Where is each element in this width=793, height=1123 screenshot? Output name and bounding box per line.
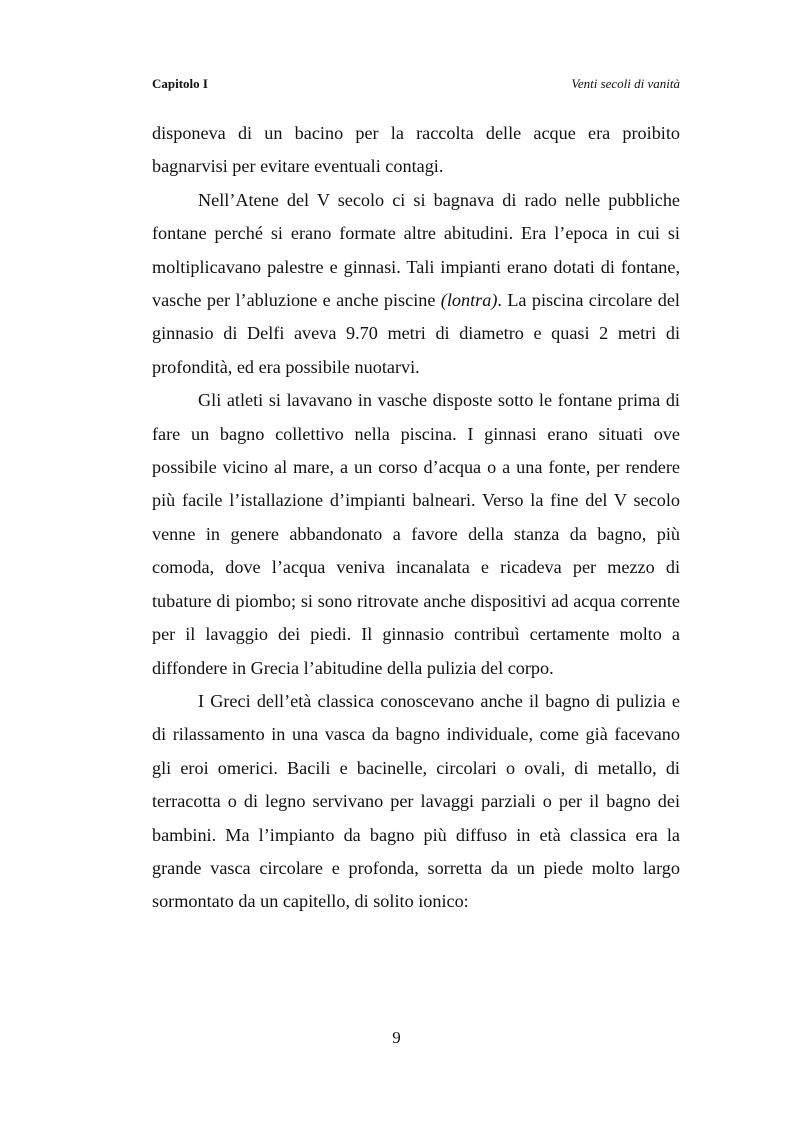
paragraph-1: [152, 117, 680, 184]
paragraph-3: [152, 384, 680, 685]
paragraph-1-text: disponeva di un bacino per la raccolta delle acque era proibito bagnarvisi per evitare eventuali contagi.: [152, 123, 680, 177]
paragraph-2-italic-term: (lontra): [440, 290, 498, 311]
paragraph-4-text: I Greci dell’età classica conoscevano anche il bagno di pulizia e di rilassamento in una vasca da bagno individuale, come già facevano gli eroi omerici. Bacili e bacinelle, circolari o ovali, di metallo, di terracotta o di legno servivano per lavaggi parziali o per il bagno dei bambini. Ma l’impianto da bagno più diffuso in età classica era la grande vasca circolare e profonda, sorretta da un piede molto largo sormontato da un capitello, di solito ionico:: [152, 690, 680, 912]
book-title: Venti secoli di vanità: [571, 76, 680, 91]
paragraph-3-text: Gli atleti si lavavano in vasche disposte sotto le fontane prima di fare un bagno collettivo nella piscina. I ginnasi erano situati ove possibile vicino al mare, a un corso d’acqua o a una fonte, per rendere più facile l’istallazione d’impianti balneari. Verso la fine del V secolo venne in genere abbandonato a favore della stanza da bagno, più comoda, dove l’acqua veniva incanalata e ricadeva per mezzo di tubature di piombo; si sono ritrovate anche dispositivi ad acqua corrente per il lavaggio dei piedi. Il ginnasio contribuì certamente molto a diffondere in Grecia l’abitudine della pulizia del corpo.: [152, 390, 680, 678]
paragraph-2: [152, 184, 680, 384]
paragraph-2-text-continued: . La piscina circolare del ginnasio di Delfi aveva 9.70 metri di diametro e quasi 2 metri di profondità, ed era possibile nuotarvi.: [152, 290, 680, 377]
chapter-label: Capitolo I: [152, 76, 208, 91]
body-text: [152, 117, 680, 919]
running-header: [152, 76, 680, 96]
page-number: 9: [392, 1028, 401, 1047]
paragraph-2-text: Nell’Atene del V secolo ci si bagnava di rado nelle pubbliche fontane perché si erano formate altre abitudini. Era l’epoca in cui si moltiplicavano palestre e ginnasi. Tali impianti erano dotati di fontane, vasche per l’abluzione e anche piscine: [152, 189, 680, 311]
paragraph-4: [152, 685, 680, 919]
